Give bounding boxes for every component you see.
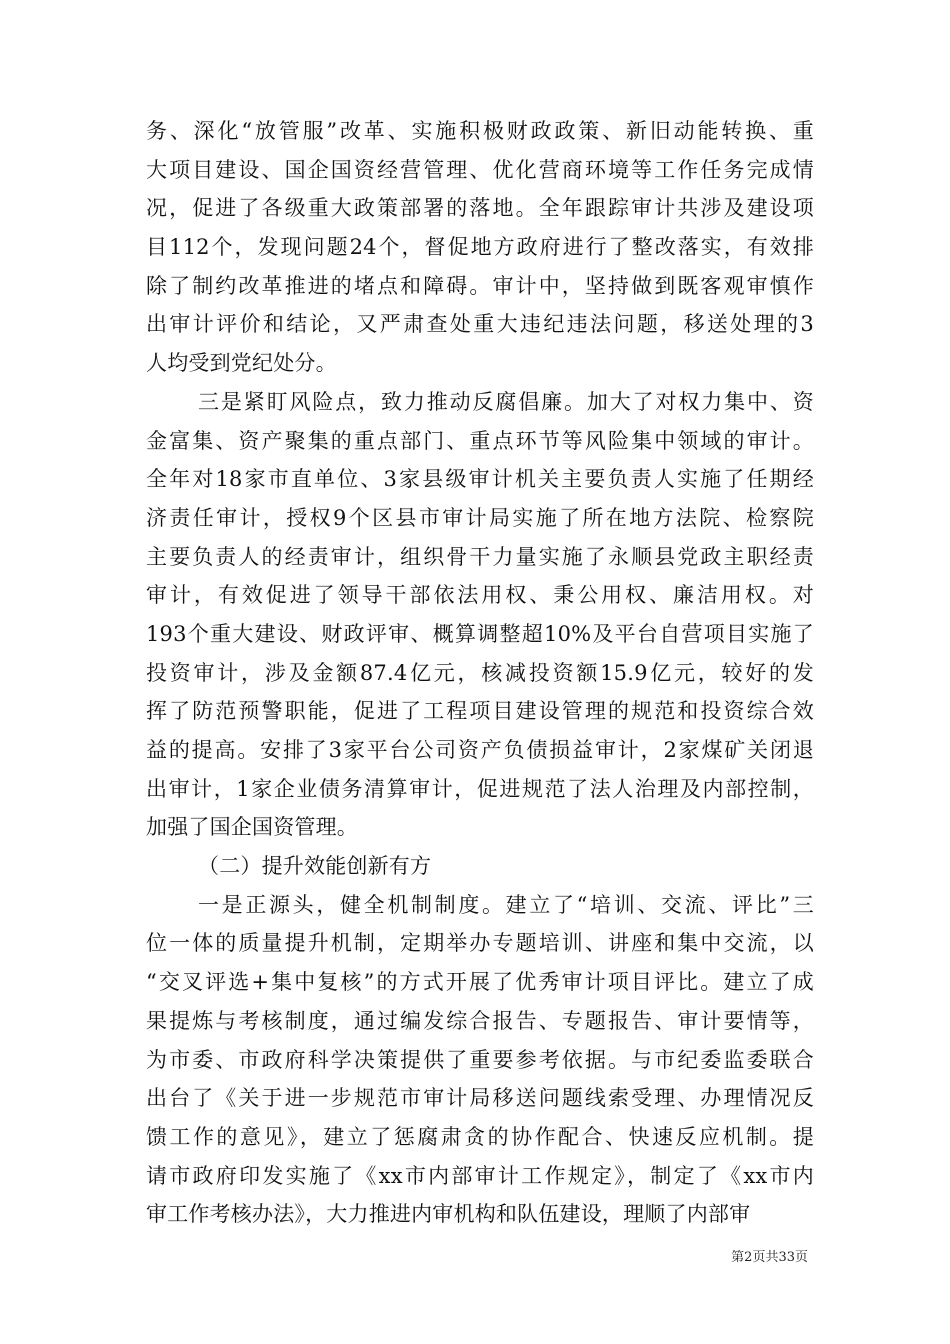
paragraph: [146, 112, 814, 383]
text-line: 果提炼与考核制度，通过编发综合报告、专题报告、审计要情等，: [146, 1008, 814, 1033]
text-line: 一是正源头，健全机制制度。建立了“培训、交流、评比”三: [198, 892, 814, 917]
text-line: 出审计，1家企业债务清算审计，促进规范了法人治理及内部控制，: [146, 776, 814, 801]
text-line: 大项目建设、国企国资经营管理、优化营商环境等工作任务完成情: [146, 157, 814, 182]
text-line: 目112个，发现问题24个，督促地方政府进行了整改落实，有效排: [146, 235, 814, 260]
text-line: 益的提高。安排了3家平台公司资产负债损益审计，2家煤矿关闭退: [146, 738, 814, 762]
text-line: （二）提升效能创新有方: [198, 854, 432, 879]
document-body: [146, 112, 814, 1234]
text-line: 出审计评价和结论，又严肃查处重大违纪违法问题，移送处理的3: [146, 312, 814, 337]
text-line: 馈工作的意见》，建立了惩腐肃贪的协作配合、快速反应机制。提: [146, 1124, 814, 1149]
text-line: 位一体的质量提升机制，定期举办专题培训、讲座和集中交流，以: [146, 931, 814, 956]
text-line: 务、深化“放管服”改革、实施积极财政政策、新旧动能转换、重: [146, 119, 814, 143]
text-line: 请市政府印发实施了《xx市内部审计工作规定》，制定了《xx市内: [146, 1163, 814, 1188]
text-line: 三是紧盯风险点，致力推动反腐倡廉。加大了对权力集中、资: [198, 389, 814, 414]
text-line: 除了制约改革推进的堵点和障碍。审计中，坚持做到既客观审慎作: [146, 273, 814, 298]
text-line: 况，促进了各级重大政策部署的落地。全年跟踪审计共涉及建设项: [146, 196, 814, 221]
text-line: 为市委、市政府科学决策提供了重要参考依据。与市纪委监委联合: [146, 1047, 814, 1072]
text-line: 审工作考核办法》，大力推进内审机构和队伍建设，理顺了内部审: [146, 1202, 751, 1227]
text-line: 加强了国企国资管理。: [146, 815, 358, 840]
text-line: 出台了《关于进一步规范市审计局移送问题线索受理、办理情况反: [146, 1086, 814, 1111]
paragraph: [146, 847, 814, 886]
text-line: 193个重大建设、财政评审、概算调整超10%及平台自营项目实施了: [146, 621, 814, 646]
paragraph: [146, 383, 814, 847]
page-number-footer: 第2页共33页: [731, 1250, 808, 1265]
text-line: 审计，有效促进了领导干部依法用权、秉公用权、廉洁用权。对: [146, 583, 814, 608]
text-line: 金富集、资产聚集的重点部门、重点环节等风险集中领域的审计。: [146, 428, 814, 453]
text-line: 投资审计，涉及金额87.4亿元，核减投资额15.9亿元，较好的发: [146, 660, 814, 685]
text-line: 挥了防范预警职能，促进了工程项目建设管理的规范和投资综合效: [146, 699, 814, 724]
text-line: “交叉评选+集中复核”的方式开展了优秀审计项目评比。建立了成: [146, 970, 814, 995]
text-line: 济责任审计，授权9个区县市审计局实施了所在地方法院、检察院: [146, 505, 814, 530]
text-line: 主要负责人的经责审计，组织骨干力量实施了永顺县党政主职经责: [146, 544, 814, 569]
text-line: 人均受到党纪处分。: [146, 351, 337, 376]
text-line: 全年对18家市直单位、3家县级审计机关主要负责人实施了任期经: [146, 467, 814, 492]
paragraph: [146, 886, 814, 1234]
